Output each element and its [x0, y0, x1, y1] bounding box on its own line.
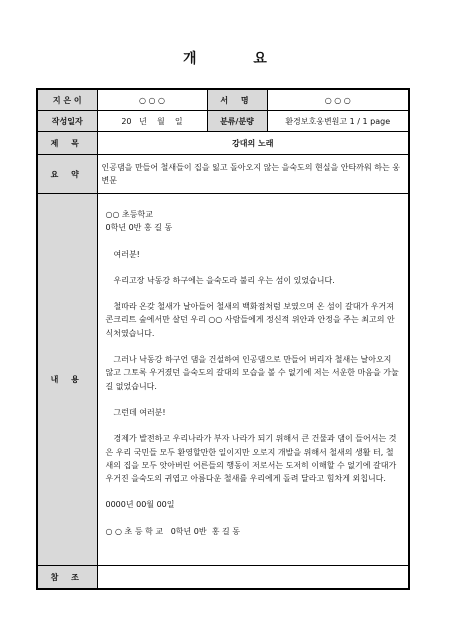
- signature-value: ○ ○ ○: [267, 89, 409, 111]
- reference-value: [97, 566, 409, 590]
- author-row: [37, 89, 409, 111]
- content-body: [97, 194, 409, 566]
- reference-label: 참 조: [37, 566, 97, 590]
- category-value: 환경보호웅변원고 1 / 1 page: [267, 111, 409, 132]
- school-line: ○○ 초등학교: [105, 210, 153, 219]
- summary-label: 요 약: [37, 155, 97, 194]
- paragraph-1: 여러분!: [113, 249, 140, 259]
- paragraph-5: 그런데 여러분!: [113, 407, 166, 417]
- subject-row: [37, 132, 409, 155]
- content-date: 0000년 00월 00일: [105, 500, 175, 510]
- paragraph-3: 철따라 온갖 철새가 날아들어 철새의 백화점처럼 보였으며 온 섬이 갈대가 우거져 콘크리트 숲에서만 살던 우리 ○○ 사람들에게 정신적 위안과 안정을 주는 최고의 안식처였습니다.: [105, 302, 395, 338]
- signature-label: 서 명: [207, 89, 267, 111]
- date-row: [37, 111, 409, 132]
- content-label: 내 용: [37, 194, 97, 566]
- overview-form: [36, 88, 410, 590]
- summary-row: [37, 155, 409, 194]
- summary-value: 인공댐을 만들어 철새들이 집을 잃고 돌아오지 않는 을숙도의 현실을 안타까워 하는 웅변문: [97, 155, 409, 194]
- date-label: 작성일자: [37, 111, 97, 132]
- paragraph-4: 그러나 낙동강 하구언 댐을 건설하여 인공댐으로 만들어 버리자 철새는 날아오지 않고 그토록 우거졌던 을숙도의 갈대의 모습을 볼 수 없기에 저는 서운한 마음을 가눌 길 없었습니다.: [105, 355, 399, 391]
- grade-name-line: 0학년 0반 홍 길 동: [105, 223, 173, 233]
- subject-label: 제 목: [37, 132, 97, 155]
- content-row: [37, 194, 409, 566]
- author-label: 지 은 이: [37, 89, 97, 111]
- paragraph-6: 경제가 발전하고 우리나라가 부자 나라가 되기 위해서 큰 건물과 댐이 들어서는 것은 우리 국민들 모두 환영할만한 일이지만 오로지 개발을 위해서 철새의 생활 터, 철새의 집을 모두 앗아버린 어른들의 행동이 저로서는 도저히 이해할 수 없기에 갈대가 우거진 을숙도의 귀엽고 아름다운 철새를 우리에게 돌려 달라고 힘차게 외칩니다.: [105, 434, 397, 484]
- page-title: 개 요: [183, 51, 293, 67]
- paragraph-2: 우리고장 낙동강 하구에는 을숙도라 불리 우는 섬이 있었습니다.: [113, 275, 335, 285]
- author-value: ○ ○ ○: [97, 89, 207, 111]
- category-label: 분류/분량: [207, 111, 267, 132]
- date-value: 20 년 월 일: [97, 111, 207, 132]
- signoff-line: ○ ○ 초 등 학 교 0학년 0반 홍 길 동: [105, 526, 240, 536]
- subject-value: 강대의 노래: [97, 132, 409, 155]
- reference-row: [37, 566, 409, 590]
